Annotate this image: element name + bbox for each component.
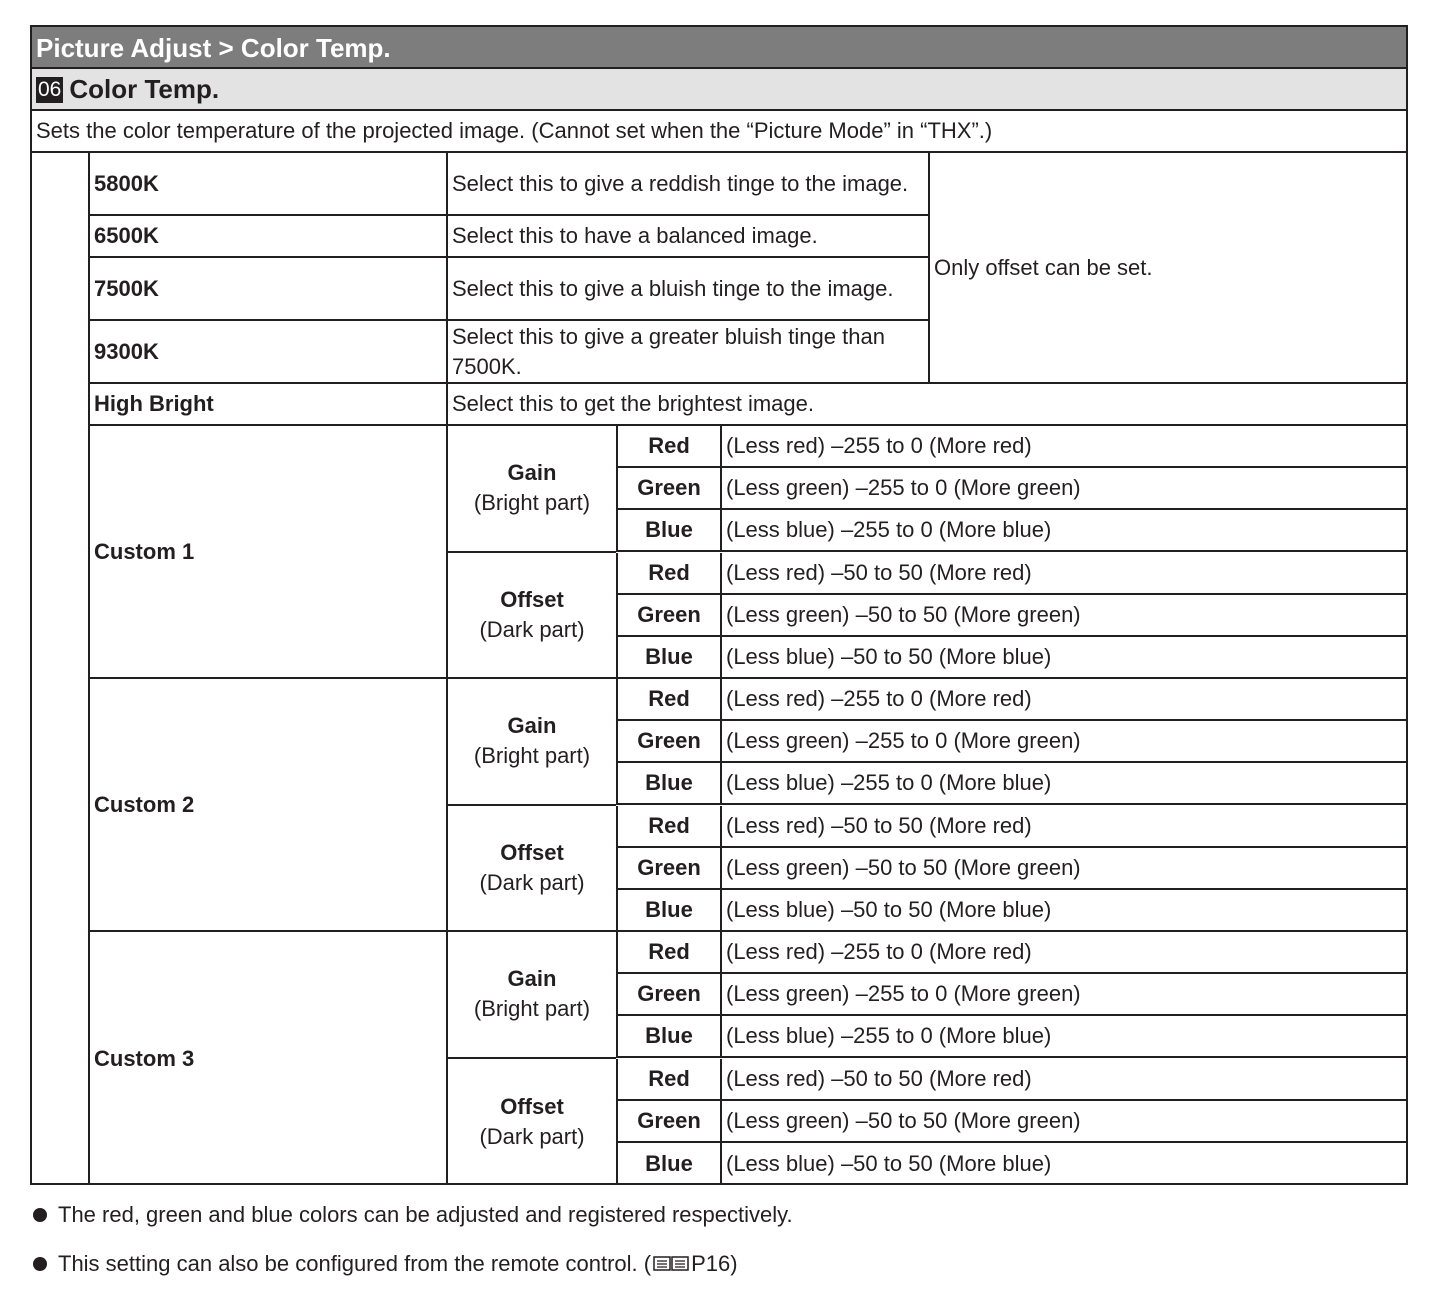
- range-value: (Less blue) –255 to 0 (More blue): [720, 510, 1406, 552]
- preset-name: 7500K: [90, 258, 446, 321]
- color-label: Green: [616, 468, 720, 510]
- range-value: (Less blue) –50 to 50 (More blue): [720, 1143, 1406, 1185]
- range-value: (Less red) –255 to 0 (More red): [720, 426, 1406, 468]
- offset-subtitle: (Dark part): [479, 869, 585, 895]
- high-bright-description: Select this to get the brightest image.: [446, 384, 1406, 426]
- color-label: Red: [616, 1059, 720, 1101]
- preset-description: Select this to give a bluish tinge to the image.: [446, 258, 928, 321]
- range-value: (Less green) –50 to 50 (More green): [720, 848, 1406, 890]
- color-label: Blue: [616, 1016, 720, 1058]
- note-item: [32, 1200, 793, 1249]
- range-value: (Less green) –255 to 0 (More green): [720, 468, 1406, 510]
- range-value: (Less blue) –255 to 0 (More blue): [720, 1016, 1406, 1058]
- section-heading: [32, 69, 1406, 111]
- color-label: Green: [616, 1101, 720, 1143]
- note-item: [32, 1249, 793, 1298]
- range-value: (Less green) –50 to 50 (More green): [720, 595, 1406, 637]
- range-value: (Less blue) –50 to 50 (More blue): [720, 890, 1406, 932]
- note-text: The red, green and blue colors can be adjusted and registered respectively.: [58, 1202, 793, 1227]
- color-label: Red: [616, 806, 720, 848]
- range-value: (Less red) –255 to 0 (More red): [720, 679, 1406, 721]
- note-text: This setting can also be configured from the remote control. (: [58, 1251, 652, 1276]
- color-label: Blue: [616, 637, 720, 679]
- presets-note: Only offset can be set.: [928, 153, 1406, 384]
- color-label: Blue: [616, 763, 720, 805]
- indent-column: [32, 153, 90, 1185]
- gain-title: Gain: [507, 713, 557, 739]
- bullet-dot-icon: [33, 1208, 47, 1222]
- preset-name: 6500K: [90, 216, 446, 258]
- range-value: (Less green) –50 to 50 (More green): [720, 1101, 1406, 1143]
- gain-group-label: [446, 426, 616, 553]
- preset-description: Select this to give a greater bluish tinge than 7500K.: [446, 321, 928, 384]
- range-value: (Less blue) –255 to 0 (More blue): [720, 763, 1406, 805]
- page-title: Picture Adjust > Color Temp.: [32, 27, 1406, 69]
- color-label: Red: [616, 679, 720, 721]
- high-bright-name: High Bright: [90, 384, 446, 426]
- gain-title: Gain: [507, 460, 557, 486]
- range-value: (Less red) –50 to 50 (More red): [720, 806, 1406, 848]
- color-label: Green: [616, 721, 720, 763]
- offset-subtitle: (Dark part): [479, 1123, 585, 1149]
- custom-name: Custom 1: [90, 426, 446, 679]
- range-value: (Less blue) –50 to 50 (More blue): [720, 637, 1406, 679]
- color-label: Green: [616, 595, 720, 637]
- color-label: Red: [616, 426, 720, 468]
- gain-subtitle: (Bright part): [473, 996, 591, 1022]
- offset-group-label: [446, 1059, 616, 1186]
- book-reference-icon: [652, 1254, 690, 1272]
- preset-description: Select this to have a balanced image.: [446, 216, 928, 258]
- color-label: Blue: [616, 510, 720, 552]
- section-number-badge: 06: [38, 78, 62, 101]
- note-text-end: ): [730, 1251, 738, 1276]
- offset-group-label: [446, 553, 616, 680]
- color-label: Blue: [616, 1143, 720, 1185]
- section-title: Color Temp.: [69, 74, 220, 104]
- notes-list: [32, 1200, 793, 1298]
- color-label: Green: [616, 848, 720, 890]
- color-label: Red: [616, 553, 720, 595]
- page-reference: P16: [691, 1251, 731, 1276]
- offset-title: Offset: [500, 1093, 564, 1119]
- color-label: Red: [616, 932, 720, 974]
- range-value: (Less green) –255 to 0 (More green): [720, 721, 1406, 763]
- gain-title: Gain: [507, 966, 557, 992]
- gain-subtitle: (Bright part): [473, 743, 591, 769]
- range-value: (Less red) –50 to 50 (More red): [720, 553, 1406, 595]
- gain-group-label: [446, 932, 616, 1059]
- range-value: (Less green) –255 to 0 (More green): [720, 974, 1406, 1016]
- preset-name: 9300K: [90, 321, 446, 384]
- bullet-dot-icon: [33, 1257, 47, 1271]
- gain-subtitle: (Bright part): [473, 490, 591, 516]
- range-value: (Less red) –50 to 50 (More red): [720, 1059, 1406, 1101]
- gain-group-label: [446, 679, 616, 806]
- color-label: Blue: [616, 890, 720, 932]
- custom-name: Custom 3: [94, 1045, 195, 1071]
- preset-name: 5800K: [90, 153, 446, 216]
- offset-title: Offset: [500, 586, 564, 612]
- range-value: (Less red) –255 to 0 (More red): [720, 932, 1406, 974]
- offset-subtitle: (Dark part): [479, 616, 585, 642]
- color-label: Green: [616, 974, 720, 1016]
- offset-title: Offset: [500, 839, 564, 865]
- custom-name: Custom 2: [90, 679, 446, 932]
- color-temp-table: [30, 25, 1408, 1185]
- section-description: Sets the color temperature of the projected image. (Cannot set when the “Picture Mode” in “THX”.): [32, 111, 1406, 153]
- preset-description: Select this to give a reddish tinge to the image.: [446, 153, 928, 216]
- offset-group-label: [446, 806, 616, 933]
